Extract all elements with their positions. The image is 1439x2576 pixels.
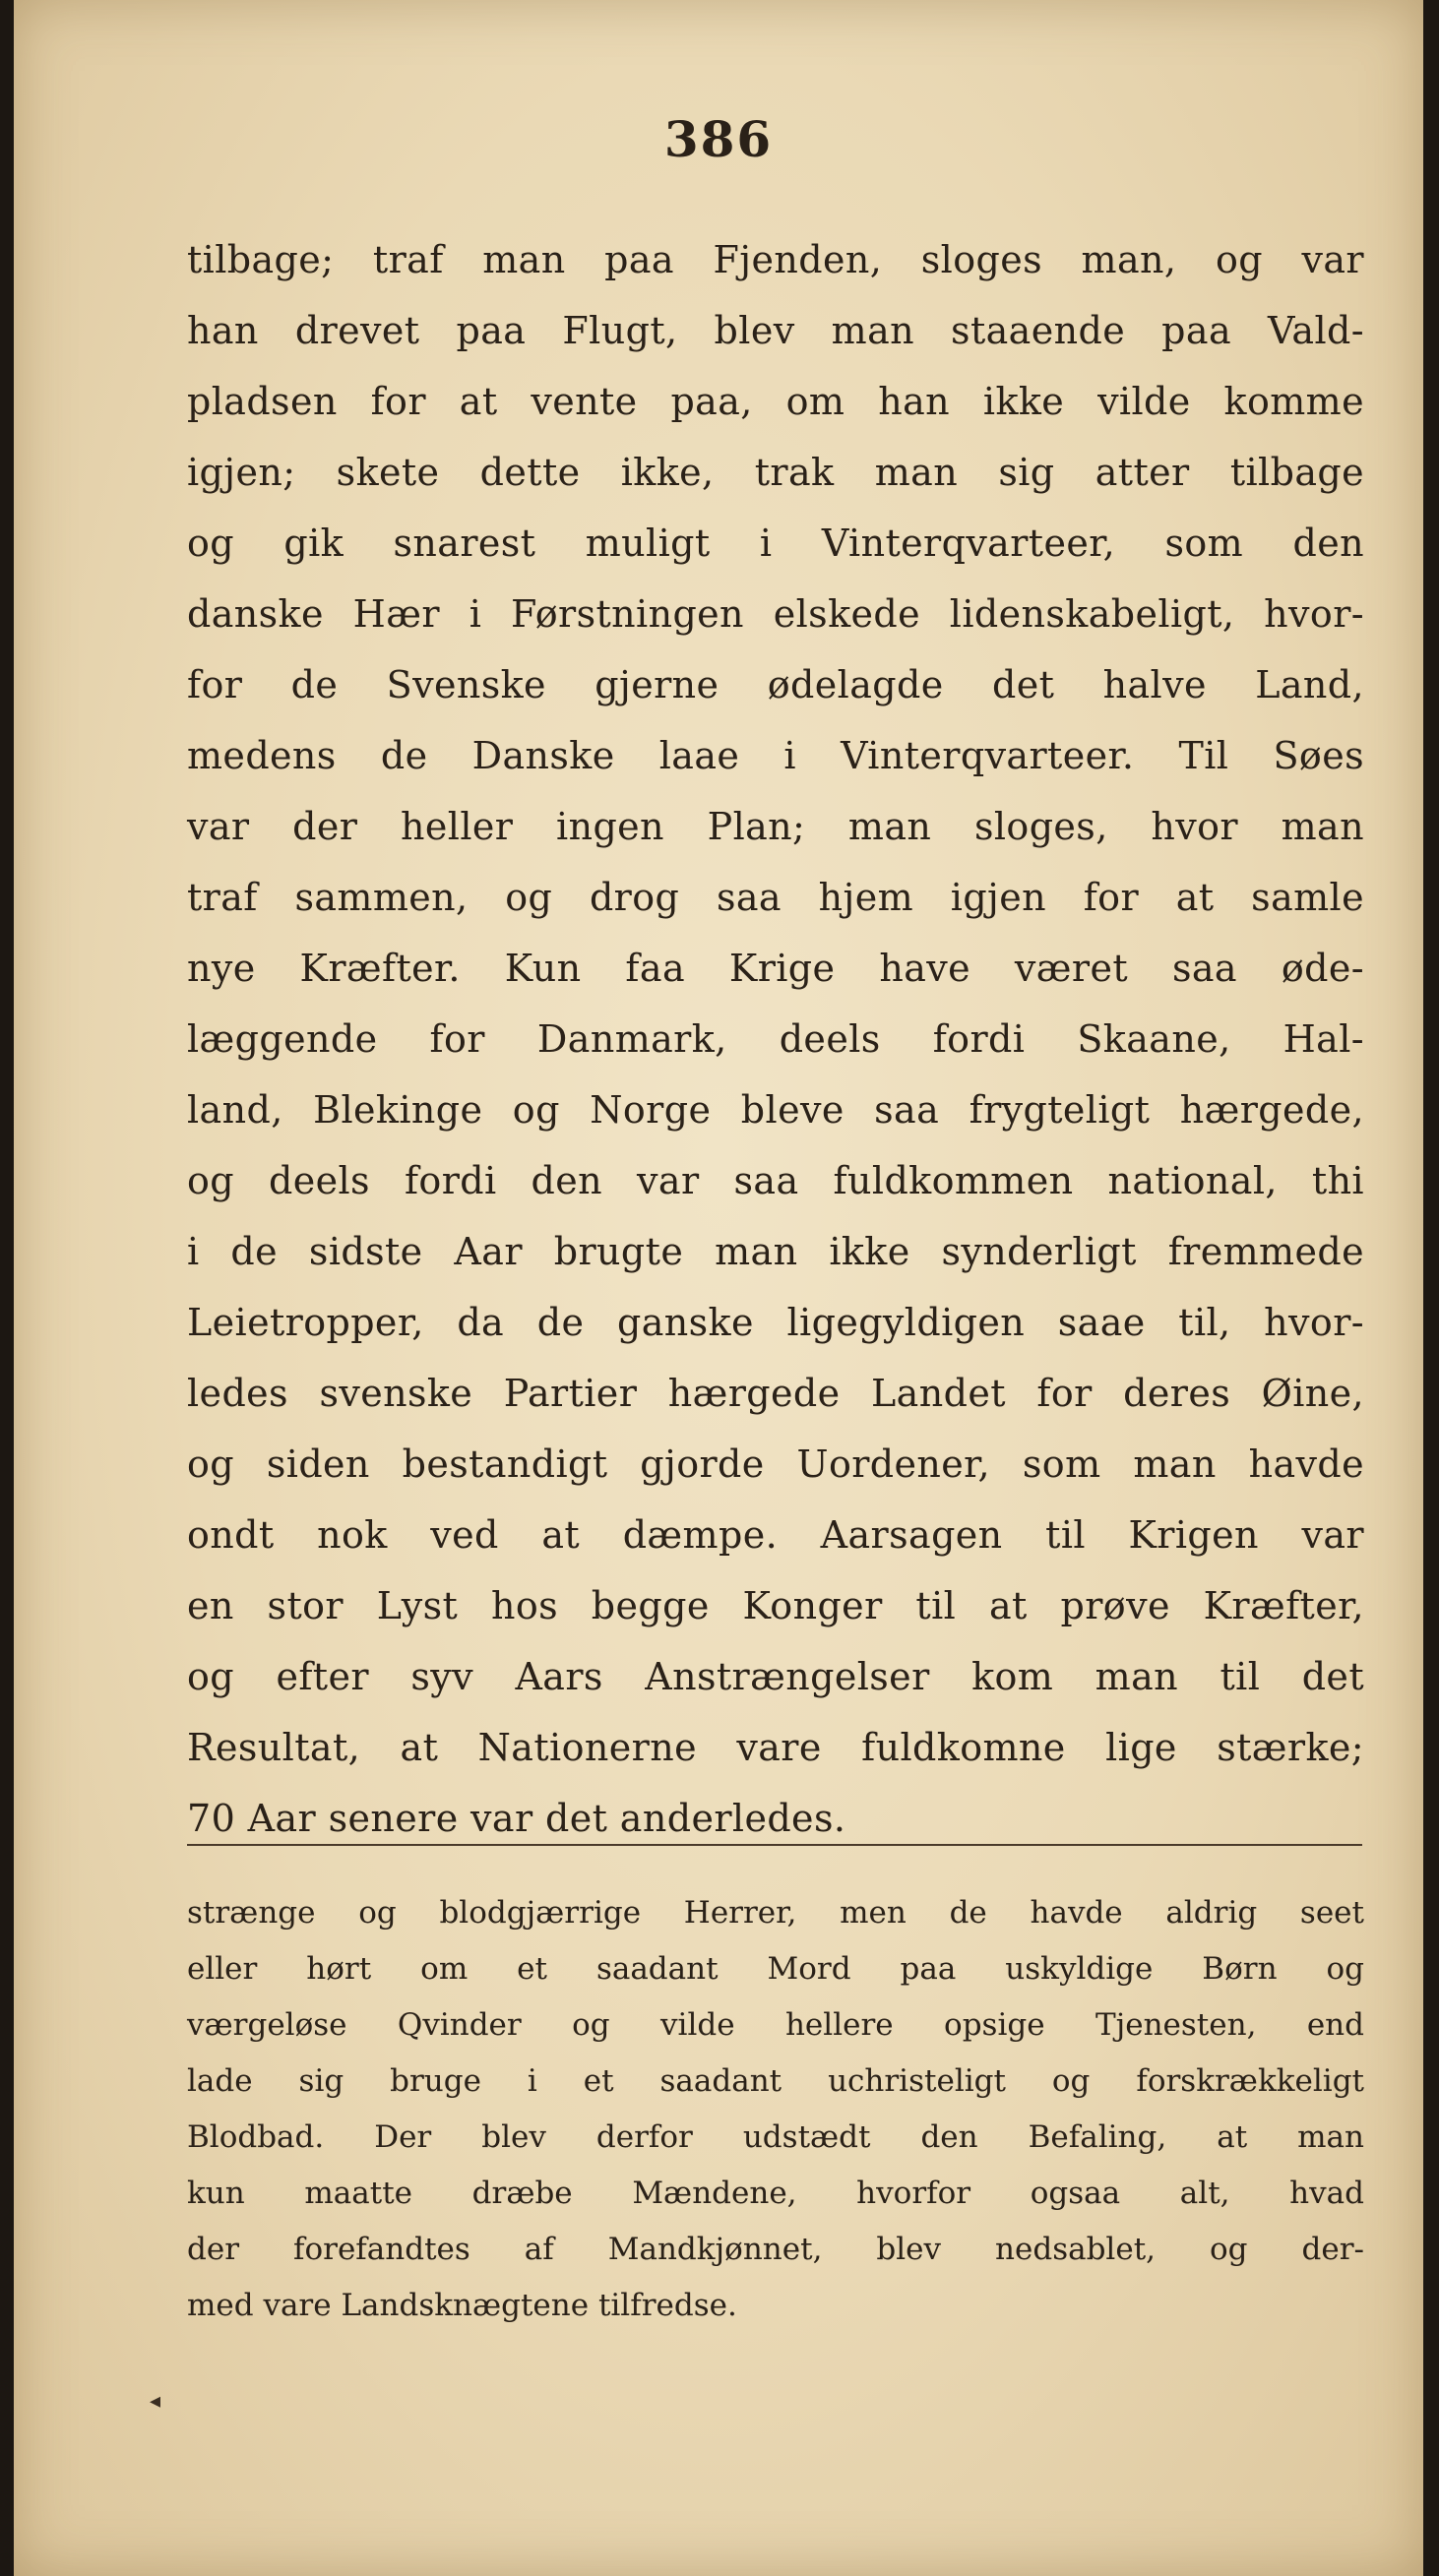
- footnote-block: [187, 1885, 1364, 2334]
- text-line: Leietropper, da de ganske ligegyldigen saae til, hvor-: [187, 1301, 1364, 1344]
- footnote-line: der forefandtes af Mandkjønnet, blev nedsablet, og der-: [187, 2232, 1364, 2267]
- text-line: land, Blekinge og Norge bleve saa frygteligt hærgede,: [187, 1088, 1364, 1132]
- book-page: [14, 0, 1423, 2576]
- page-number: 386: [663, 110, 774, 168]
- footnote-line: kun maatte dræbe Mændene, hvorfor ogsaa alt, hvad: [187, 2176, 1364, 2211]
- text-line: ledes svenske Partier hærgede Landet for deres Øine,: [187, 1372, 1364, 1415]
- footnote-line: eller hørt om et saadant Mord paa uskyldige Børn og: [187, 1951, 1364, 1987]
- text-line: for de Svenske gjerne ødelagde det halve Land,: [187, 663, 1364, 706]
- footnote-line: værgeløse Qvinder og vilde hellere opsige Tjenesten, end: [187, 2007, 1364, 2043]
- text-line: pladsen for at vente paa, om han ikke vilde komme: [187, 380, 1364, 423]
- text-line: Resultat, at Nationerne vare fuldkomne lige stærke;: [187, 1726, 1364, 1769]
- footnote-line: med vare Landsknægtene tilfredse.: [187, 2288, 737, 2323]
- text-line: han drevet paa Flugt, blev man staaende paa Vald-: [187, 309, 1364, 352]
- text-line: i de sidste Aar brugte man ikke synderligt fremmede: [187, 1230, 1364, 1273]
- footnote-divider: [187, 1844, 1362, 1846]
- text-line: danske Hær i Førstningen elskede lidenskabeligt, hvor-: [187, 592, 1364, 636]
- text-line: nye Kræfter. Kun faa Krige have været saa øde-: [187, 947, 1364, 990]
- text-line: igjen; skete dette ikke, trak man sig atter tilbage: [187, 451, 1364, 494]
- text-line: 70 Aar senere var det anderledes.: [187, 1797, 846, 1840]
- text-line: og gik snarest muligt i Vinterqvarteer, som den: [187, 521, 1364, 565]
- main-text-block: [187, 224, 1364, 1854]
- text-line: en stor Lyst hos begge Konger til at prøve Kræfter,: [187, 1584, 1364, 1627]
- text-line: og siden bestandigt gjorde Uordener, som man havde: [187, 1442, 1364, 1486]
- footnote-line: lade sig bruge i et saadant uchristeligt og forskrækkeligt: [187, 2063, 1364, 2099]
- text-line: medens de Danske laae i Vinterqvarteer. Til Søes: [187, 734, 1364, 777]
- text-line: traf sammen, og drog saa hjem igjen for at samle: [187, 876, 1364, 919]
- text-line: var der heller ingen Plan; man sloges, hvor man: [187, 805, 1364, 848]
- text-line: og efter syv Aars Anstrængelser kom man til det: [187, 1655, 1364, 1698]
- text-line: ondt nok ved at dæmpe. Aarsagen til Krigen var: [187, 1513, 1364, 1557]
- text-line: og deels fordi den var saa fuldkommen national, thi: [187, 1159, 1364, 1202]
- footnote-line: Blodbad. Der blev derfor udstædt den Befaling, at man: [187, 2119, 1364, 2155]
- footnote-line: strænge og blodgjærrige Herrer, men de havde aldrig seet: [187, 1895, 1364, 1931]
- text-line: læggende for Danmark, deels fordi Skaane, Hal-: [187, 1017, 1364, 1061]
- margin-mark: ◂: [150, 2389, 161, 2414]
- text-line: tilbage; traf man paa Fjenden, sloges man, og var: [187, 238, 1364, 281]
